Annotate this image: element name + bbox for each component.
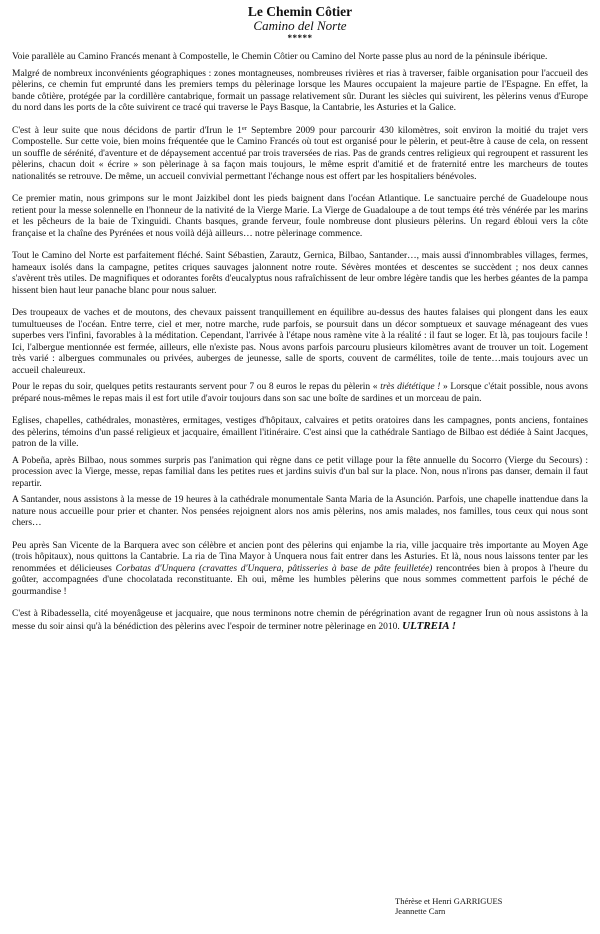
paragraph-asturias-part-a: Peu après San Vicente de la Barquera avec son célèbre et ancien pont des pèlerins qui enjambe la ria, ville jacquaire très importante au Moyen Age (trois hôpitaux), nous quittons la Cantabrie. La ria de Tina Mayor à Unquera nous fait entrer dans les Asturies. Et là, nous nous laissons tenter par les renommées et délicieuses — [12, 540, 588, 574]
paragraph-meals-part-a: Pour le repas du soir, quelques petits restaurants servent pour 7 ou 8 euros le repas du pèlerin « — [12, 382, 381, 392]
paragraph-meals — [12, 382, 588, 405]
signature-block — [395, 896, 502, 916]
paragraph-conclusion-text: C'est à Ribadessella, cité moyenâgeuse et jacquaire, que nous terminons notre chemin de pérégrination avant de regagner Irun où nous assistons à la messe du soir ainsi qu'à la bénédiction des pèlerins avec l'espoir de terminer notre pèlerinage en 2010. — [12, 609, 588, 632]
paragraph-history: Malgré de nombreux inconvénients géographiques : zones montagneuses, nombreuses rivières et rias à traverser, faible organisation pour l'accueil des pèlerins, ce chemin fut emprunté dans les premiers temps du pèlerinage lorsque les Maures occupaient la majeure partie de l'Espagne. En effet, la bande côtière, protégée par la cordillère cantabrique, formait un passage relativement sûr. Durant les siècles qui suivirent, les pèlerins venus d'Europe du nord dans les ports de la côte suivirent ce tracé qui traverse le Pays Basque, la Cantabrie, les Asturies et la Galice. — [12, 68, 588, 113]
paragraph-asturias — [12, 541, 588, 599]
ordinal-superscript: er — [241, 124, 247, 132]
title-separator-stars: ***** — [287, 33, 313, 43]
paragraph-asturias-part-b: rencontrées bien à propos à l'heure du goûter, accompagnées d'une chocolatada reconstituante. Eh oui, même les humbles pèlerins que nous sommes commettent parfois le péché de gourmandise ! — [12, 563, 588, 597]
paragraph-conclusion — [12, 609, 588, 633]
paragraph-first-morning: Ce premier matin, nous grimpons sur le mont Jaizkibel dont les pieds baignent dans l'océan Atlantique. Le sanctuaire perché de Guadeloupe nous retient pour la messe solennelle en l'honneur de la nativité de la Vierge Marie. La Vierge de Guadaloupe a de tout temps été très vénérée par les marins et les pêcheurs de la baie de Txinguidi. Chants basques, grande ferveur, foule nombreuse dont plusieurs pèlerins. Un regard ébloui vers la côte française et la chaîne des Pyrénées et nous voilà déjà ailleurs… notre pèlerinage commence. — [12, 194, 588, 239]
signature-coauthor: Jeannette Carn — [395, 906, 446, 916]
paragraph-departure-part-a: C'est à leur suite que nous décidons de partir d'Irun le 1 — [12, 125, 242, 136]
document-body — [12, 52, 588, 633]
document-subtitle: Camino del Norte — [253, 18, 347, 33]
paragraph-meals-emphasis: très diététique ! — [380, 382, 441, 392]
paragraph-churches: Eglises, chapelles, cathédrales, monastères, ermitages, vestiges d'hôpitaux, calvaires et petits oratoires dans les campagnes, ponts anciens, fontaines des pèlerins, témoins d'un passé religieux et jacquaire, émaillent l'itinéraire. C'est ainsi que la cathédrale Santiago de Bilbao est dédiée à Saint Jacques, patron de la ville. — [12, 416, 588, 449]
paragraph-waymarking: Tout le Camino del Norte est parfaitement fléché. Saint Sébastien, Zarautz, Gernica, Bilbao, Santander…, mais aussi d'innombrables villages, fermes, hameaux isolés dans la campagne, petites criques sauvages jalonnent notre route. Sévères montées et descentes se succèdent ; nos deux cannes s'avèrent très utiles. De magnifiques et odorantes forêts d'eucalyptus nous rafraîchissent de leur ombre légère tandis que les herbes géantes de la pampa hissent bien haut leur panache blanc pour nous saluer. — [12, 251, 588, 296]
paragraph-landscape-lodging: Des troupeaux de vaches et de moutons, des chevaux paissent tranquillement en équilibre au-dessus des hautes falaises qui plongent dans les eaux tumultueuses de l'océan. Entre terre, ciel et mer, notre marche, rude parfois, se poursuit dans un décor somptueux et sauvage ménageant des vues superbes vers l'infini, favorables à la méditation. Cependant, l'arrivée à l'étape nous ramène vite à la réalité : il faut se loger. Et là, pas toujours facile ! Ici, l'albergue mentionnée est fermée, ailleurs, elle n'existe pas. Nous avons parfois parcouru plusieurs kilomètres avant de trouver un toit. Logement très varié : albergues communales ou privées, auberges de jeunesse, salle de sports, couvent de carmélites, toile de tente…mais toujours avec un accueil chaleureux. — [12, 308, 588, 376]
paragraph-santander: A Santander, nous assistons à la messe de 19 heures à la cathédrale monumentale Santa Maria de la Asunción. Parfois, une chapelle inattendue dans la nature nous accueille pour prier et chanter. Nos pensées rejoignent alors nos amis pèlerins, nos amis malades, nos familles, tous ceux qui nous sont chers… — [12, 495, 588, 528]
paragraph-departure — [12, 126, 588, 184]
document-title: Le Chemin Côtier — [247, 4, 353, 19]
document-header — [12, 4, 588, 43]
paragraph-intro: Voie parallèle au Camino Francés menant à Compostelle, le Chemin Côtier ou Camino del Norte passe plus au nord de la péninsule ibérique. — [12, 52, 548, 62]
ultreia-exclamation: ULTREIA ! — [402, 619, 457, 632]
paragraph-asturias-emphasis: Corbatas d'Unquera (cravattes d'Unquera, pâtisseries à base de pâte feuilletée) — [115, 563, 433, 574]
paragraph-pobena: A Pobeña, après Bilbao, nous sommes surpris pas l'animation qui règne dans ce petit village pour la fête annuelle du Socorro (Vierge du Secours) : procession avec la Vierge, messe, repas familial dans les petites rues et jardins suivis d'un bal sur la place. Non, nous n'irons pas danser, demain il faut repartir. — [12, 455, 588, 489]
paragraph-meals-part-b: » Lorsque c'était possible, nous avons préparé nous-mêmes le repas mais il est fort utile d'avoir toujours dans son sac une boîte de sardines et un morceau de pain. — [12, 382, 588, 404]
signature-authors: Thérèse et Henri GARRIGUES — [395, 896, 503, 906]
paragraph-departure-part-b: Septembre 2009 pour parcourir 430 kilomètres, soit environ la moitié du trajet vers Compostelle. Sur cette voie, bien moins fréquentée que le Camino Francés où tout est organisé pour le pèlerin, et peut-être à cause de cela, on ressent un souffle de sérénité, d'aventure et de dépaysement accentué par trois traversées de rias. Pas de grands centres religieux qui regroupent et rassurent les pèlerins, chacun doit « écrire » son pèlerinage à sa façon mais toujours, le même esprit d'amitié et de fraternité entre les marcheurs de toutes nationalités se retrouve. De même, un accueil convivial permettant l'échange nous est offert par les hospitaliers bénévoles. — [12, 125, 589, 182]
